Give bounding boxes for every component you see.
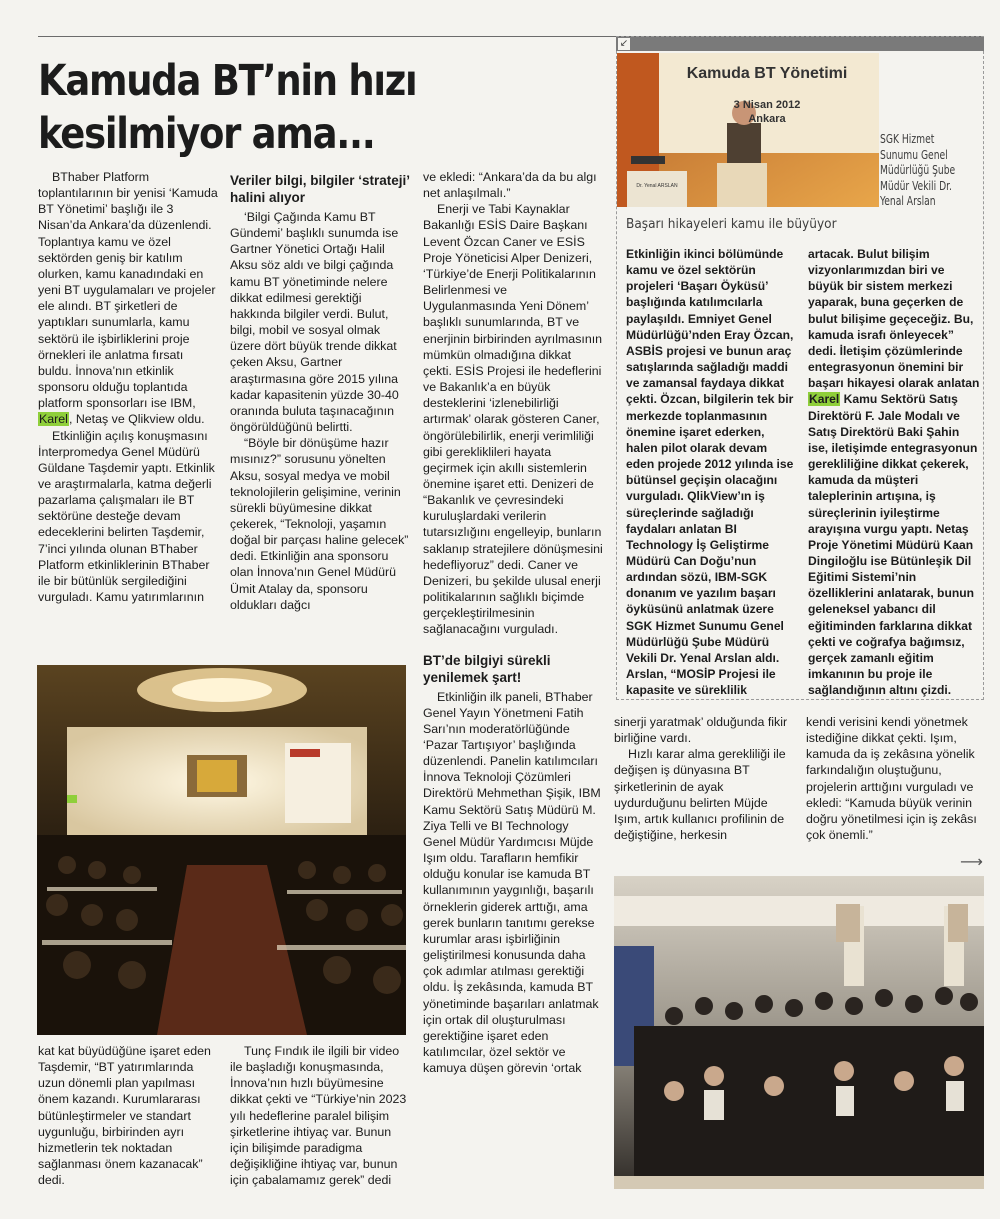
column-2-bottom xyxy=(230,1043,410,1188)
col4-paragraph-1: sinerji yaratmak’ olduğunda fikir birliğine vardı. xyxy=(614,715,788,746)
corner-arrow-icon: ↙ xyxy=(619,38,629,49)
column-3 xyxy=(423,169,603,1076)
col4-paragraph-2: Hızlı karar alma gerekliliği ile değişen iş dünyasına BT şirketlerinin de ayak uydurduğunu belirten Müjde Işım, artık kullanıcı profilinin de değiştiğine, herkesin xyxy=(614,747,786,843)
col1-paragraph-2: Etkinliğin açılış konuşmasını İnterpromedya Genel Müdürü Güldane Taşdemir yaptı. Etkinlik ve araştırmalarla, katma değerli pazarlama çalışmaları ile BT sektörüne desteğe devam edeceklerini belirten Taşdemir, 7’inci yılında olunan BThaber Platform etkinliklerinin BThaber ile bir bütünlük sergilediğini vurguladı. Kamu yatırımlarının xyxy=(38,428,215,605)
sidebar-header-bar xyxy=(616,37,984,51)
banner-title: Kamuda BT Yönetimi xyxy=(686,65,848,82)
col3-paragraph-2: Enerji ve Tabi Kaynaklar Bakanlığı ESİS Daire Başkanı Levent Özcan Caner ve ESİS Proje Yöneticisi Alper Denizeri, ‘Türkiye’de Enerji Politikalarının Belirlenmesi ve Uygulanmasında Yeni Dönem’ başlıklı sunumlarında, BT ve enerjinin birbirinden ayrılmasının mümkün olmadığına dikkat çekti. ESİS Projesi ile hedeflerini ve Bakanlık’a en büyük desteklerini ‘izlenebilirliği artırmak’ olarak gösteren Caner, öngörülebilirlik, enerji verimliliği gibi gerekliklileri hayata geçirmek için akıllı sistemlerin önemine işaret etti. Denizeri de “Bakanlık ve çevresindeki kuruluşlardaki verilerin tutarsızlığını engelleyip, bunların saklanıp stratejilere dönüşmesini hedefliyoruz” dedi. Caner ve Denizeri, bu şekilde ulusal enerji politikalarının sağlıklı biçimde gerçekleştirilmesinin sağlanacağını vurguladı. xyxy=(423,202,603,637)
col3-subheading: BT’de bilgiyi sürekli yenilemek şart! xyxy=(423,652,551,685)
sidebar-col-b-text: artacak. Bulut bilişim vizyonlarımızdan biri ve büyük bir sistem merkezi yaparak, buna geçerken de bulut bilişime geçeceğiz. Bu, kamuda israfı önleyecek” dedi. İletişim çözümlerinde entegrasyonun önemini bir başarı hikayesi olarak anlatan Karel Kamu Sektörü Satış Direktörü F. Jale Modalı ve Satış Direktörü Baki Şahin ise, iletişimde entegrasyonun gerekliliğine dikkat çekerek, kamuda da müşteri taleplerinin artışına, iş süreçlerinin iyileştirme arayışına vurgu yaptı. Netaş Proje Yönetimi Müdürü Kaan Dingiloğlu ise Bütünleşik Dil Eğitimi Sistemi’nin özelliklerini anlatarak, bunun geleneksel yabancı dil eğitiminden farklarına dikkat çekti ve coğrafya bağımsız, gerçek zamanlı eğitim imkanının bu proje ile sağlandığının altını çizdi. xyxy=(808,247,980,698)
karel-highlight: Karel xyxy=(39,412,68,427)
col2-paragraph-1: ‘Bilgi Çağında Kamu BT Gündemi’ başlıklı sunumda ise Gartner Yönetici Ortağı Halil Aksu söz aldı ve bilgi çağında kamu BT yönetiminde nelere dikkat edilmesi gerektiği hakkında bilgiler verdi. Bulut, bilgi, mobil ve sosyal olmak üzere dört büyük trende dikkat çeken Aksu, Gartner araştırmasına göre 2015 yılına kadar kapasitenin yüzde 30-40 oranında buluta taşınacağının öngörüldüğünü belirtti. xyxy=(230,210,399,435)
continue-arrow-icon: ⟶ xyxy=(960,854,983,871)
column-1 xyxy=(38,169,218,605)
banner-city: Ankara xyxy=(748,113,786,125)
headline-line-2: kesilmiyor ama... xyxy=(38,109,375,159)
photo-caption: SGK Hizmet Sunumu Genel Müdürlüğü Şube Müdür Vekili Dr. Yenal Arslan xyxy=(880,132,956,208)
podium-label: Dr. Yenal ARSLAN xyxy=(636,183,678,189)
col2-bottom-paragraph: Tunç Fındık ile ilgili bir video ile başladığı konuşmasında, İnnova’nın hızlı büyümesine dikkat çekti ve “Türkiye’nin 2023 yılı hedeflerine paralel bilişim şirketlerine ihtiyaç var. Bunun için bilişimde paradigma değişikliğine ihtiyaç var, bunun için çabalamamız gerek” dedi xyxy=(230,1044,407,1188)
col3-paragraph-1: ve ekledi: “Ankara’da da bu algı net anlaşılmalı.” xyxy=(423,170,597,201)
sidebar-heading: Başarı hikayeleri kamu ile büyüyor xyxy=(626,216,837,232)
speaker-photo xyxy=(617,53,879,207)
col2-subheading: Veriler bilgi, bilgiler ‘strateji’ halini alıyor xyxy=(230,173,410,205)
column-2 xyxy=(230,172,410,613)
karel-highlight-sidebar: Karel xyxy=(809,392,840,407)
sidebar-col-a-text: Etkinliğin ikinci bölümünde kamu ve özel sektörün projeleri ‘Başarı Öyküsü’ başlığında katılımcılarla paylaşıldı. Emniyet Genel Müdürlüğü’nden Eray Özcan, ASBİS projesi ve bunun araç satışlarında sağladığı maddi ve zamansal faydaya dikkat çekti. Özcan, bilgilerin tek bir merkezde toplanmasının önemine işaret ederken, halen pilot olarak devam eden projede 2012 yılında ise bütünsel geçişin olacağını vurguladı. QlikView’ın iş süreçlerinde sağladığı faydaları anlatan BI Technology İş Geliştirme Müdürü Can Doğu’nun ardından sözü, IBM-SGK donanım ve yazılım başarı öyküsünü anlatmak üzere SGK Hizmet Sunumu Genel Müdürlüğü Şube Müdürü Vekili Dr. Yenal Arslan aldı. Arslan, “MOSİP Projesi ile kapasite ve süreklilik xyxy=(626,247,794,698)
sidebar-column-b xyxy=(808,246,980,698)
column-1-bottom xyxy=(38,1043,218,1188)
column-5-continuation xyxy=(806,714,986,843)
headline-line-1: Kamuda BT’nin hızı xyxy=(38,56,417,106)
col2-paragraph-2: “Böyle bir dönüşüme hazır mısınız?” sorusunu yönelten Aksu, sosyal medya ve mobil teknolojilerin gelişimine, verinin sürekli büyümesine dikkat çekerek, “Teknoloji, yaşamın doğal bir parçası haline gelecek” dedi. Etkinliğin ana sponsoru olan İnnova’nın Genel Müdürü Ümit Atalay da, sponsoru oldukları dağcı xyxy=(230,436,409,612)
col1-bottom-paragraph: kat kat büyüdüğüne işaret eden Taşdemir, “BT yatırımlarında uzun dönemli plan yapılması önem kazandı. Kurumlararası bütünleştirmeler ve standart uygunluğu, birbirinden ayrı hizmetlerin tek noktadan sağlanması önem kazanacak” dedi. xyxy=(38,1044,211,1188)
col3-paragraph-3: Etkinliğin ilk paneli, BThaber Genel Yayın Yönetmeni Fatih Sarı’nın moderatörlüğünde ‘Pazar Tartışıyor’ başlığında düzenlendi. Panelin katılımcıları İnnova Teknoloji Çözümleri Direktörü Mehmethan Şişik, IBM Kamu Sektörü Satış Müdürü M. Ziya Telli ve BI Technology Genel Müdür Yardımcısı Müjde Işım oldu. Tarafların hemfikir olduğu konular ise kamuda BT kullanımının yaygınlığı, başarılı örneklerin giderek arttığı, ama gerek bunların tanıtımı gerekse kurumlar arası işbirliğinin geliştirilmesi konusunda daha çok adımlar atılması gerektiği oldu. İş zekâsında, kamuda BT yönetiminde başarıları anlatmak için ortak dil oluşturulması gerektiğine işaret eden katılımcılar, özel sektör ve kamuya düşen görevin ‘ortak xyxy=(423,689,601,1076)
crowd-photo xyxy=(614,876,984,1189)
sidebar-column-a xyxy=(626,246,798,698)
column-4-continuation xyxy=(614,714,794,843)
col1-paragraph-1: BThaber Platform toplantılarının bir yenisi ‘Kamuda BT Yönetimi’ başlığı ile 3 Nisan’da Ankara’da düzenlendi. Toplantıya kamu ve özel sektörden geniş bir katılım olurken, kamu kanadındaki en yeni BT uygulamaları ve projeler ele alındı. BT şirketleri de yaptıkları sunumlarla, kamu sektörü ile işbirliklerini proje örnekleri ile anlatma fırsatı buldu. İnnova’nın etkinlik sponsoru olduğu toplantıda platform sponsorları ise IBM, Karel, Netaş ve Qlikview oldu. xyxy=(38,170,218,427)
conference-hall-photo xyxy=(37,665,406,1035)
banner-date: 3 Nisan 2012 xyxy=(733,99,801,111)
col5-paragraph: kendi verisini kendi yönetmek istediğine dikkat çekti. Işım, kamuda da iş zekâsına yönelik farkındalığın oluştuğunu, projelerin arttığını vurguladı ve ekledi: “Kamuda büyük verinin doğru yönetilmesi için iş zekâsı çok önemli.” xyxy=(806,715,977,843)
article-headline xyxy=(38,55,485,161)
